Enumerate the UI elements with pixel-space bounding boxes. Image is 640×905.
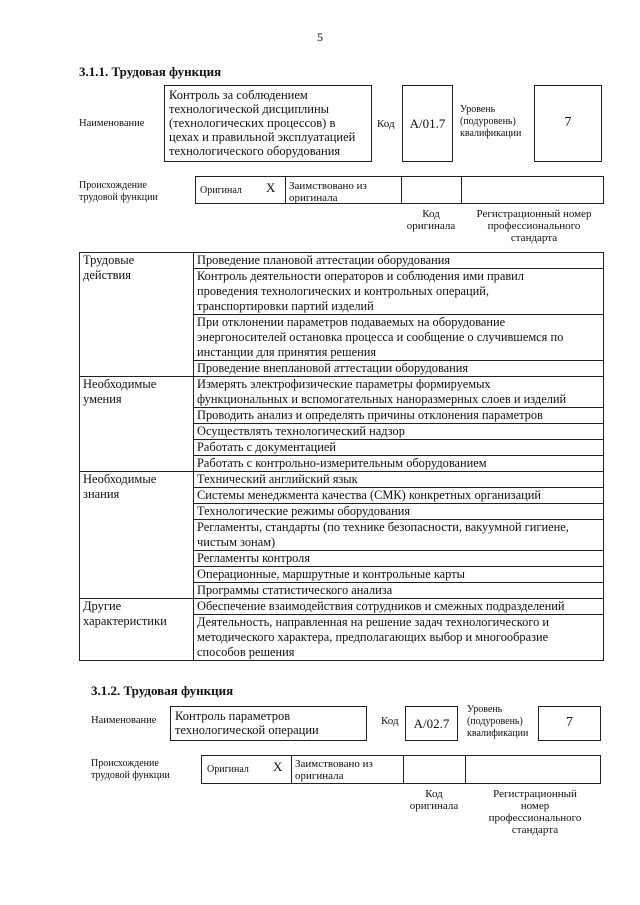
level-label: [467, 704, 528, 740]
cell-line: Программы статистического анализа: [197, 583, 393, 597]
caption-line: Регистрационный: [493, 788, 577, 800]
original-mark: X: [266, 180, 276, 195]
origin-divider: [285, 176, 286, 204]
caption-line: профессионального: [488, 812, 582, 824]
cell-line: Технический английский язык: [197, 472, 358, 486]
origin-divider: [461, 176, 462, 204]
cell-line: Измерять электрофизические параметры формируемых: [197, 377, 491, 391]
cell-line: Регламенты контроля: [197, 551, 311, 565]
category-label: Трудовые: [83, 253, 135, 267]
caption-line: оригинала: [406, 220, 456, 232]
table-row: [80, 599, 604, 615]
original-label: Оригинал: [200, 185, 242, 196]
cell-line: Работать с контрольно-измерительным оборудованием: [197, 456, 487, 470]
cell-line: Работать с документацией: [197, 440, 337, 454]
origin-divider: [403, 755, 404, 784]
table-cell: [194, 269, 604, 315]
borrowed-label-line: оригинала: [295, 770, 344, 782]
level-label-line: Уровень: [460, 104, 496, 115]
level-value: 7: [566, 715, 573, 730]
table-cell: [194, 615, 604, 661]
cell-line: Контроль деятельности операторов и соблюдения ими правил: [197, 269, 524, 283]
level-label-line: квалификации: [467, 728, 529, 739]
name-label: Наименование: [79, 118, 145, 129]
level-label-line: квалификации: [460, 128, 522, 139]
cell-line: Обеспечение взаимодействия сотрудников и смежных подразделений: [197, 599, 565, 613]
caption-line: стандарта: [510, 232, 558, 244]
reg-number-caption: [470, 788, 600, 836]
function-details-table: [79, 252, 604, 661]
code-value: A/01.7: [409, 116, 446, 131]
cell-line: Деятельность, направленная на решение задач технологического и: [197, 615, 550, 629]
table-cell: [194, 253, 604, 269]
table-cell: [194, 361, 604, 377]
code-label: Код: [381, 715, 399, 727]
cell-line: Регламенты, стандарты (по технике безопасности, вакуумной гигиене,: [197, 520, 569, 534]
caption-line: Код: [425, 788, 443, 800]
category-cell: [80, 599, 194, 661]
caption-line: Регистрационный номер: [476, 208, 592, 220]
level-label-line: (подуровень): [460, 116, 516, 127]
cell-line: чистым зонам): [197, 535, 276, 549]
function-name-line: технологической операции: [175, 723, 319, 737]
level-label-line: Уровень: [467, 704, 503, 715]
category-label: умения: [83, 392, 122, 406]
origin-table: [195, 176, 604, 204]
origin-label: [79, 180, 158, 204]
cell-line: Проведение плановой аттестации оборудования: [197, 253, 451, 267]
borrowed-label-line: Заимствовано из: [289, 180, 367, 192]
borrowed-label-line: оригинала: [289, 192, 338, 204]
caption-line: стандарта: [511, 824, 559, 836]
borrowed-label: [289, 180, 367, 204]
table-cell: [194, 456, 604, 472]
caption-line: Код: [422, 208, 440, 220]
table-cell: [194, 567, 604, 583]
table-cell: [194, 377, 604, 408]
borrowed-label-line: Заимствовано из: [295, 758, 373, 770]
origin-label-line: трудовой функции: [79, 192, 158, 203]
cell-line: Технологические режимы оборудования: [197, 504, 411, 518]
section-heading: 3.1.1. Трудовая функция: [79, 64, 222, 79]
table-cell: [194, 440, 604, 456]
category-cell: [80, 253, 194, 377]
level-value: 7: [564, 115, 572, 130]
borrowed-label: [295, 758, 373, 782]
table-cell: [194, 315, 604, 361]
cell-line: Системы менеджмента качества (СМК) конкретных организаций: [197, 488, 541, 502]
cell-line: Проведение внеплановой аттестации оборудования: [197, 361, 469, 375]
cell-line: методического характера, предполагающих выбор и многообразие: [197, 630, 549, 644]
caption-line: номер: [520, 800, 550, 812]
code-box: [405, 706, 458, 741]
function-name-line: Контроль параметров: [175, 709, 291, 723]
function-name-box: [164, 85, 372, 162]
cell-line: Проводить анализ и определять причины отклонения параметров: [197, 408, 543, 422]
category-label: Необходимые: [83, 377, 157, 391]
category-cell: [80, 377, 194, 472]
function-name-line: цехах и правильной эксплуатацией: [169, 130, 356, 144]
category-label: Другие: [83, 599, 122, 613]
function-name-line: Контроль за соблюдением: [169, 88, 308, 102]
table-row: [80, 377, 604, 408]
category-label: Необходимые: [83, 472, 157, 486]
table-cell: [194, 520, 604, 551]
original-label: Оригинал: [207, 764, 249, 775]
table-cell: [194, 488, 604, 504]
function-name-line: (технологических процессов) в: [169, 116, 336, 130]
function-name-line: технологического оборудования: [169, 144, 341, 158]
origin-label: [91, 758, 170, 782]
table-cell: [194, 551, 604, 567]
page-number: 5: [317, 30, 323, 44]
cell-line: проведения технологических и контрольных операций,: [197, 284, 490, 298]
function-name-box: [170, 706, 367, 741]
category-label: знания: [83, 487, 120, 501]
origin-label-line: трудовой функции: [91, 770, 170, 781]
category-label: действия: [83, 268, 131, 282]
origin-divider: [401, 176, 402, 204]
reg-number-caption: [468, 208, 600, 244]
origin-label-line: Происхождение: [79, 180, 147, 191]
section-heading: 3.1.2. Трудовая функция: [91, 683, 234, 698]
cell-line: энергоносителей остановка процесса и сообщение о случившемся по: [197, 330, 564, 344]
level-box: [538, 706, 601, 741]
name-label: Наименование: [91, 715, 157, 726]
cell-line: функциональных и вспомогательных наноразмерных слоев и изделий: [197, 392, 567, 406]
code-original-caption: [398, 208, 464, 232]
table-row: [80, 472, 604, 488]
origin-table: [201, 755, 601, 784]
table-cell: [194, 583, 604, 599]
code-original-caption: [401, 788, 467, 812]
level-label: [460, 104, 521, 140]
table-cell: [194, 504, 604, 520]
cell-line: транспортировки партий изделий: [197, 299, 374, 313]
original-mark: X: [273, 759, 283, 774]
table-cell: [194, 408, 604, 424]
code-value: A/02.7: [413, 716, 450, 731]
caption-line: профессионального: [487, 220, 581, 232]
table-row: [80, 253, 604, 269]
caption-line: оригинала: [409, 800, 459, 812]
level-box: [534, 85, 602, 162]
origin-label-line: Происхождение: [91, 758, 159, 769]
table-cell: [194, 424, 604, 440]
cell-line: Осуществлять технологический надзор: [197, 424, 405, 438]
cell-line: инстанции для принятия решения: [197, 345, 377, 359]
cell-line: При отклонении параметров подаваемых на оборудование: [197, 315, 506, 329]
category-cell: [80, 472, 194, 599]
origin-divider: [291, 755, 292, 784]
cell-line: Операционные, маршрутные и контрольные карты: [197, 567, 465, 581]
level-label-line: (подуровень): [467, 716, 523, 727]
origin-divider: [465, 755, 466, 784]
table-cell: [194, 472, 604, 488]
cell-line: способов решения: [197, 645, 295, 659]
code-label: Код: [377, 118, 395, 130]
table-cell: [194, 599, 604, 615]
category-label: характеристики: [83, 614, 167, 628]
code-box: [402, 85, 453, 162]
function-name-line: технологической дисциплины: [169, 102, 330, 116]
